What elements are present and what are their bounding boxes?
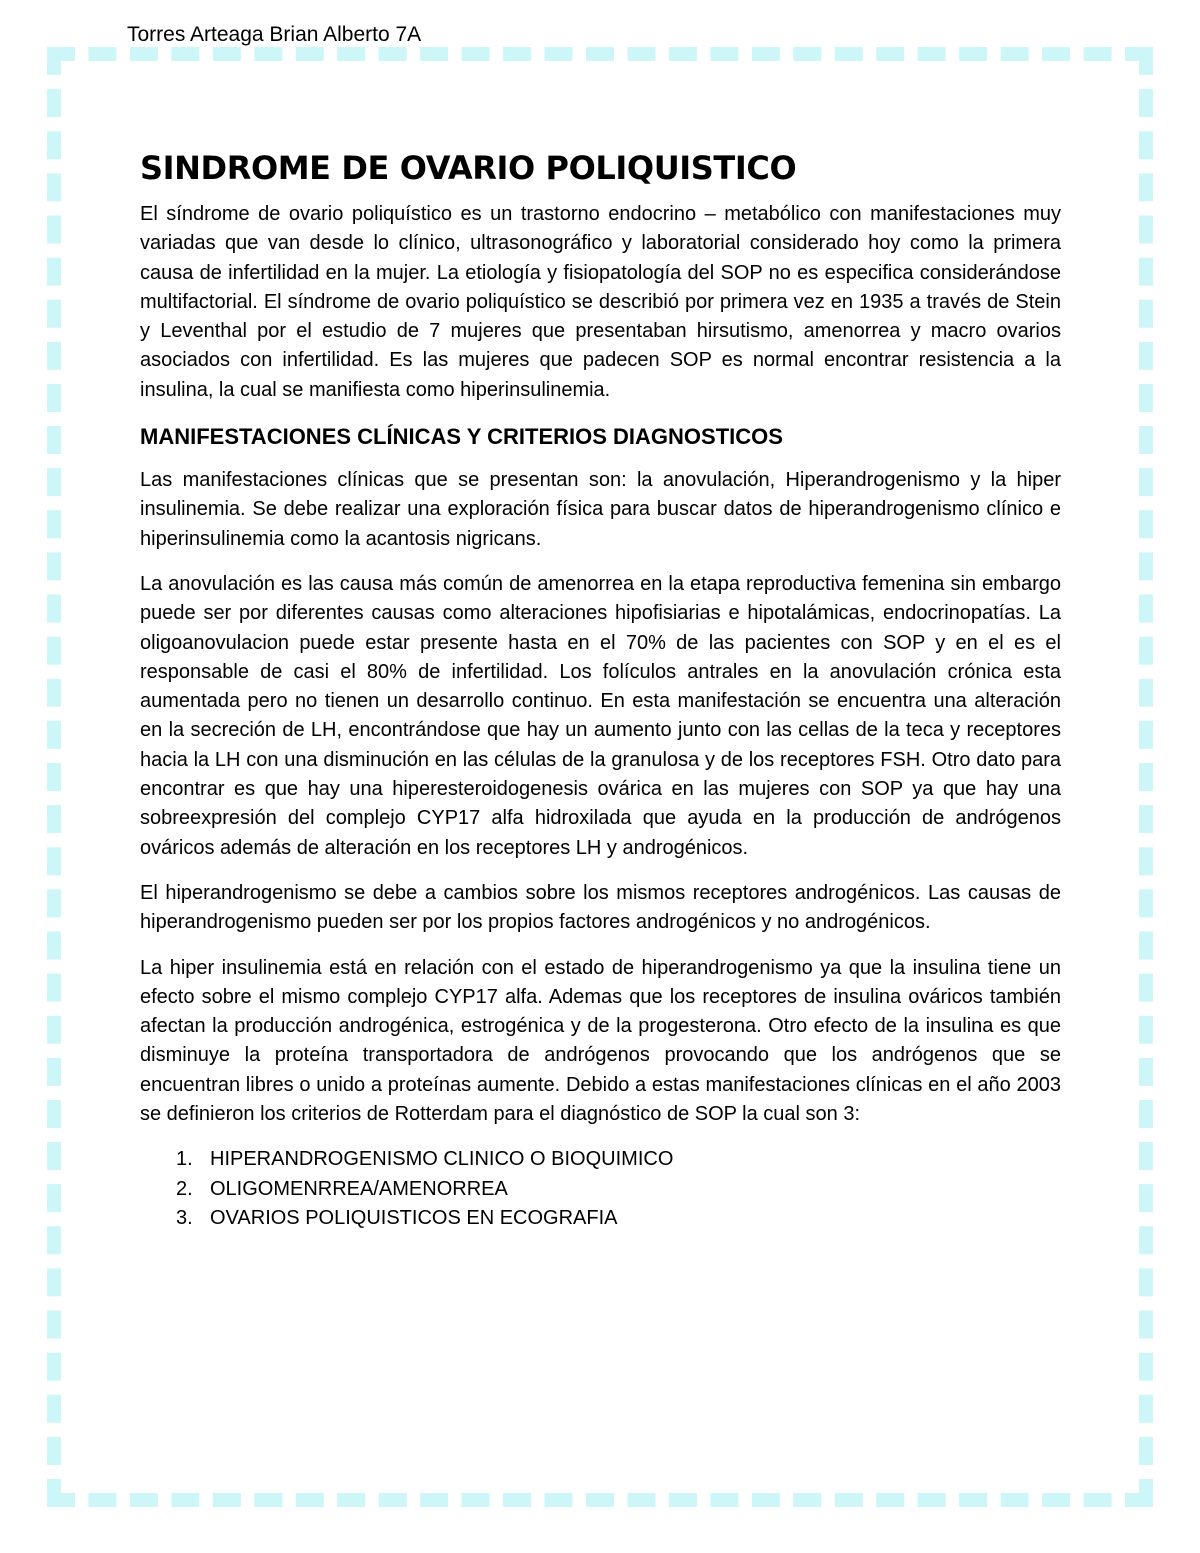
document-title: SINDROME DE OVARIO POLIQUISTICO — [140, 149, 797, 187]
paragraph-hyperinsulinemia: La hiper insulinemia está en relación con el estado de hiperandrogenismo ya que la insulina tiene un efecto sobre el mismo complejo CYP17 alfa. Ademas que los receptores de insulina ováricos también afectan la producción androgénica, estrogénica y de la progesterona. Otro efecto de la insulina es que disminuye la proteína transportadora de andrógenos provocando que los andrógenos que se encuentran libres o unido a proteínas aumente. Debido a estas manifestaciones clínicas en el año 2003 se definieron los criterios de Rotterdam para el diagnóstico de SOP la cual son 3: — [140, 956, 1061, 1126]
list-item-text: HIPERANDROGENISMO CLINICO O BIOQUIMICO — [210, 1148, 674, 1171]
paragraph-anovulation: La anovulación es las causa más común de amenorrea en la etapa reproductiva femenina sin embargo puede ser por diferentes causas como alteraciones hipofisiarias e hipotalámicas, endocrinopatías. La oligoanovulacion puede estar presente hasta en el 70% de las pacientes con SOP y en el es el responsable de casi el 80% de infertilidad. Los folículos antrales en la anovulación crónica esta aumentada pero no tienen un desarrollo continuo. En esta manifestación se encuentra una alteración en la secreción de LH, encontrándose que hay un aumento junto con las cellas de la teca y receptores hacia la LH con una disminución en las células de la granulosa y de los receptores FSH. Otro dato para encontrar es que hay una hiperesteroidogenesis ovárica en las mujeres con SOP ya que hay una sobreexpresión del complejo CYP17 alfa hidroxilada que ayuda en la producción de andrógenos ováricos además de alteración en los receptores LH y androgénicos. — [140, 572, 1061, 859]
list-item-number: 2. — [176, 1177, 193, 1200]
author-header: Torres Arteaga Brian Alberto 7A — [127, 23, 422, 46]
list-item-number: 3. — [176, 1206, 193, 1229]
list-item — [176, 1204, 1061, 1233]
list-item — [176, 1175, 1061, 1204]
list-item-text: OVARIOS POLIQUISTICOS EN ECOGRAFIA — [210, 1206, 618, 1229]
list-item-number: 1. — [176, 1148, 193, 1171]
document-body — [140, 146, 1061, 1233]
list-item-text: OLIGOMENRREA/AMENORREA — [210, 1177, 508, 1200]
intro-paragraph: El síndrome de ovario poliquístico es un trastorno endocrino – metabólico con manifestaciones muy variadas que van desde lo clínico, ultrasonográfico y laboratorial considerado hoy como la primera causa de infertilidad en la mujer. La etiología y fisiopatología del SOP no es especifica considerándose multifactorial. El síndrome de ovario poliquístico se describió por primera vez en 1935 a través de Stein y Leventhal por el estudio de 7 mujeres que presentaban hirsutismo, amenorrea y macro ovarios asociados con infertilidad. Es las mujeres que padecen SOP es normal encontrar resistencia a la insulina, la cual se manifiesta como hiperinsulinemia. — [140, 203, 1061, 401]
paragraph-hyperandrogenism: El hiperandrogenismo se debe a cambios sobre los mismos receptores androgénicos. Las causas de hiperandrogenismo pueden ser por los propios factores androgénicos y no androgénicos. — [140, 881, 1061, 934]
paragraph-manifestations: Las manifestaciones clínicas que se presentan son: la anovulación, Hiperandrogenismo y la hiper insulinemia. Se debe realizar una exploración física para buscar datos de hiperandrogenismo clínico e hiperinsulinemia como la acantosis nigricans. — [140, 469, 1061, 550]
section-title: MANIFESTACIONES CLÍNICAS Y CRITERIOS DIAGNOSTICOS — [140, 424, 783, 450]
list-item — [176, 1145, 1061, 1174]
rotterdam-criteria-list — [140, 1145, 1061, 1233]
